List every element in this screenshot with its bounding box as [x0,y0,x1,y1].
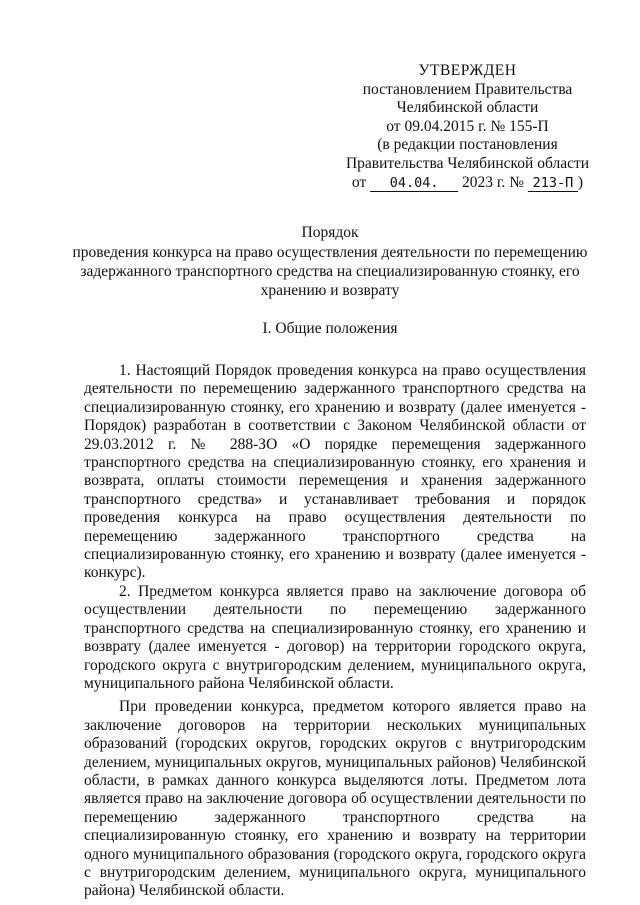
approval-from-prefix: от [351,173,367,191]
approval-close-paren: ) [577,173,584,191]
approval-block [340,62,595,192]
approval-date-line [340,174,595,193]
section-heading: I. Общие положения [262,320,398,337]
approval-line-3: от 09.04.2015 г. № 155-П [386,117,549,135]
approval-line-5: Правительства Челябинской области [345,154,590,172]
title-subtitle: проведения конкурса на право осуществления деятельности по перемещению задержанного транспортного средства на специализированную стоянку, его хранению и возврату [72,244,588,299]
approval-line-2: Челябинской области [396,99,539,117]
approval-date-value: 04.04. [370,175,458,192]
paragraph-3: При проведении конкурса, предметом которого является право на заключение договоров на территории нескольких муниципальных образований (городских округов, городских округов с внутригородским делением, муниципальных округов, муниципальных районов) Челябинской области, в рамках данного конкурса выделяются лоты. Предметом лота является право на заключение договора об осуществлении деятельности по перемещению задержанного транспортного средства на специализированную стоянку, его хранению и возврату на территории одного муниципального образования (городского округа, городского округа с внутригородским делением, муниципального округа, муниципального района) Челябинской области. [84,698,586,900]
paragraph-2: 2. Предметом конкурса является право на заключение договора об осуществлении деятельности по перемещению задержанного транспортного средства на специализированную стоянку, его хранению и возврату (далее именуется - договор) на территории городского округа, городского округа с внутригородским делением, муниципального округа, муниципального района Челябинской области. [84,582,586,692]
paragraph-1: 1. Настоящий Порядок проведения конкурса на право осуществления деятельности по перемещению задержанного транспортного средства на специализированную стоянку, его хранению и возврату (далее именуется - Порядок) разработан в соответствии с Законом Челябинской области от 29.03.2012 г. № 288-ЗО «О порядке перемещения задержанного транспортного средства на специализированную стоянку, его хранения и возврата, оплаты стоимости перемещения и хранения задержанного транспортного средства» и устанавливает требования и порядок проведения конкурса на право осуществления деятельности по перемещению задержанного транспортного средства на специализированную стоянку, его хранению и возврату (далее именуется - конкурс). [84,362,586,582]
approval-year-text: 2023 г. № [462,173,525,191]
approval-line-4: (в редакции постановления [377,136,558,154]
title-word: Порядок [301,224,359,241]
approval-heading: УТВЕРЖДЕН [418,62,517,79]
approval-line-1: постановлением Правительства [362,80,573,98]
document-title [70,223,590,300]
approval-number-value: 213-П [528,175,578,192]
document-body [84,362,586,901]
